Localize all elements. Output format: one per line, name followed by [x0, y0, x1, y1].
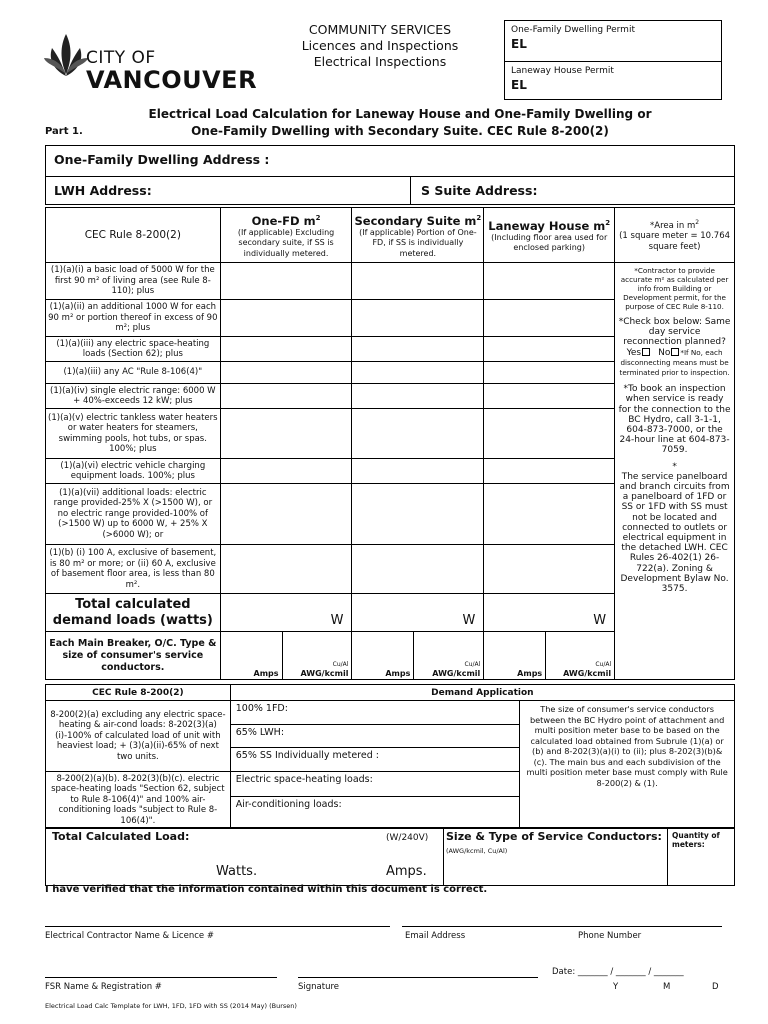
ss-input-cell[interactable]	[352, 409, 484, 459]
fsr-name-line[interactable]	[45, 977, 277, 978]
load-calculation-table	[45, 207, 735, 680]
verification-statement: I have verified that the information contained within this document is correct.	[45, 884, 488, 895]
area-note	[615, 208, 735, 263]
contractor-name-label: Electrical Contractor Name & Licence #	[45, 931, 214, 941]
rule-row: (1)(a)(v) electric tankless water heaters or water heaters for steamers, swimming pools, hot tubs, or spas. 100%; plus	[46, 409, 221, 459]
dept-line: COMMUNITY SERVICES	[308, 22, 452, 37]
demand-ss-field[interactable]: 65% SS Individually metered :	[230, 748, 520, 772]
lwh-input-cell[interactable]	[484, 300, 615, 337]
fsr-name-label: FSR Name & Registration #	[45, 982, 162, 992]
air-conditioning-field[interactable]: Air-conditioning loads:	[230, 796, 520, 828]
lwh-input-cell[interactable]	[484, 409, 615, 459]
form-title	[100, 106, 700, 140]
permit-lwh[interactable]	[505, 61, 721, 101]
department-heading	[290, 22, 470, 70]
booking-note: *To book an inspection when service is ready for the connection to the BC Hydro, call 3-1-1, 604-873-7000, or the 24-hour line at 604-873-7059.	[618, 384, 731, 456]
title-line-1: Electrical Load Calculation for Laneway House and One-Family Dwelling or	[148, 107, 652, 121]
awg-label: AWG/kcmil	[563, 669, 612, 678]
awg-label: AWG/kcmil	[432, 669, 481, 678]
ss-input-cell[interactable]	[352, 337, 484, 362]
permit-code: EL	[511, 37, 527, 51]
ss-input-cell[interactable]	[352, 300, 484, 337]
email-label: Email Address	[405, 931, 466, 941]
col-header-ss	[352, 208, 484, 263]
ss-address-field[interactable]: S Suite Address:	[421, 183, 538, 198]
rule-row: (1)(a)(ii) an additional 1000 W for each 90 m² or portion thereof in excess of 90 m²; plus	[46, 300, 221, 337]
ofd-awg[interactable]	[282, 632, 352, 680]
lwh-total-watts[interactable]: W	[484, 594, 615, 632]
rule-header-2: CEC Rule 8-200(2)	[46, 685, 231, 701]
total-load-box[interactable]	[46, 828, 444, 885]
leaf-logo-icon	[44, 30, 88, 80]
star-mark: *	[672, 461, 677, 472]
service-conductor-box[interactable]	[444, 828, 668, 885]
rule-header: CEC Rule 8-200(2)	[46, 208, 221, 263]
permit-code: EL	[511, 78, 527, 92]
col-note-ofd: (If applicable) Excluding secondary suite, if SS is individually metered.	[237, 227, 335, 258]
lwh-address-field[interactable]: LWH Address:	[46, 177, 411, 205]
signature-label: Signature	[298, 982, 340, 992]
panelboard-note: The service panelboard and branch circuits from a panelboard of 1FD or SS or 1FD with SS must not be located and connected to outlets or electrical equipment in the detached LWH. CEC Rules 26-402(1) 26-722(a). Zoning & Development Bylaw No. 3575.	[619, 471, 730, 595]
signature-line[interactable]	[298, 977, 538, 978]
date-day-label: D	[712, 982, 719, 992]
lwh-awg[interactable]	[546, 632, 615, 680]
meter-quantity-label: Quantity of meters:	[672, 831, 720, 849]
cual-label: Cu/Al	[595, 661, 612, 668]
conductor-size-note: The size of consumer's service conductors between the BC Hydro point of attachment and multi position meter base to be based on the calculated load obtained from Subrule (1)(a) or (b) and 8-202(3)(a)(i) to (ii); plus 8-202(3)(b)&(c). The main bus and each subdivision of the multi position meter base must comply with Rule 8-200(2) & (1).	[520, 701, 735, 829]
permit-label: Laneway House Permit	[511, 66, 614, 76]
rule-row: (1)(a)(vi) electric vehicle charging equipment loads. 100%; plus	[46, 459, 221, 484]
demand-application-table	[45, 684, 735, 829]
col-note-ss: (If applicable) Portion of One-FD, if SS is individually metered.	[359, 227, 477, 258]
watts-label: Watts.	[216, 864, 258, 879]
area-conversion: (1 square meter = 10.764 square feet)	[619, 231, 731, 252]
col-title-ss: Secondary Suite m	[354, 213, 477, 228]
col-note-lwh: (Including floor area used for enclosed parking)	[491, 232, 608, 253]
meter-quantity-box[interactable]	[668, 828, 734, 885]
ss-input-cell[interactable]	[352, 362, 484, 384]
ofd-input-cell[interactable]	[220, 545, 352, 594]
col-header-lwh	[484, 208, 615, 263]
part-label: Part 1.	[45, 126, 83, 137]
ss-total-watts[interactable]: W	[352, 594, 484, 632]
sup: 2	[476, 213, 482, 222]
side-notes	[615, 263, 735, 680]
lwh-input-cell[interactable]	[484, 484, 615, 545]
yes-checkbox[interactable]	[642, 348, 650, 356]
rule-row: (1)(a)(iv) single electric range: 6000 W + 40%-exceeds 12 kW; plus	[46, 384, 221, 409]
lwh-amps[interactable]: Amps	[484, 632, 546, 680]
total-load-label: Total Calculated Load:	[52, 830, 190, 843]
lwh-input-cell[interactable]	[484, 545, 615, 594]
permit-box	[504, 20, 722, 100]
ss-input-cell[interactable]	[352, 263, 484, 300]
ofd-input-cell[interactable]	[220, 459, 352, 484]
ofd-amps[interactable]: Amps	[220, 632, 282, 680]
col-title-ofd: One-FD m	[251, 213, 316, 228]
volts-label: (W/240V)	[386, 833, 429, 843]
rule-row: (1)(a)(i) a basic load of 5000 W for the first 90 m² of living area (see Rule 8-110); plus	[46, 263, 221, 300]
ofd-input-cell[interactable]	[220, 337, 352, 362]
ss-amps[interactable]: Amps	[352, 632, 414, 680]
ofd-total-watts[interactable]: W	[220, 594, 352, 632]
sup: 2	[605, 219, 611, 228]
if-no-note: *If No, each disconnecting means must be terminated prior to inspection.	[619, 347, 730, 378]
footer-template-note: Electrical Load Calc Template for LWH, 1FD, 1FD with SS (2014 May) (Bursen)	[45, 1002, 297, 1010]
date-field[interactable]: Date: _______ / _______ / _______	[552, 967, 684, 977]
area-note-label: *Area in m	[650, 221, 696, 232]
ss-input-cell[interactable]	[352, 484, 484, 545]
space-heating-field[interactable]: Electric space-heating loads:	[230, 771, 520, 796]
permit-label: One-Family Dwelling Permit	[511, 25, 635, 35]
sup: 2	[315, 213, 321, 222]
demand-application-header: Demand Application	[230, 685, 734, 701]
lwh-input-cell[interactable]	[484, 384, 615, 409]
demand-1fd-field[interactable]: 100% 1FD:	[230, 701, 520, 725]
rule-row: (1)(a)(iii) any AC "Rule 8-106(4)"	[46, 362, 221, 384]
date-year-label: Y	[613, 982, 619, 992]
main-breaker-label: Each Main Breaker, O/C. Type & size of consumer's service conductors.	[46, 632, 221, 680]
ofd-input-cell[interactable]	[220, 362, 352, 384]
ss-input-cell[interactable]	[352, 384, 484, 409]
ofd-address-field[interactable]: One-Family Dwelling Address :	[46, 146, 734, 177]
lwh-input-cell[interactable]	[484, 459, 615, 484]
check-note-text: *Check box below: Same day service reconnection planned?	[618, 317, 731, 348]
contractor-note: *Contractor to provide accurate m² as calculated per info from Building or Development permit, for the purpose of CEC Rule 8-110.	[620, 266, 729, 311]
dept-line: Licences and Inspections	[301, 38, 459, 53]
demand-rule-left-1: 8-200(2)(a) excluding any electric space-heating & air-cond loads: 8-202(3)(a)(i)-100% of calculated load of unit with heaviest load; + (3)(a)(ii)-65% of next two units.	[46, 701, 231, 772]
demand-rule-left-2: 8-200(2)(a)(b). 8-202(3)(b)(c). electric space-heating loads "Section 62, subject to Rule 8-106(4)" and 100% air-conditioning loads "subject to Rule 8-106(4)".	[46, 771, 231, 829]
yes-label: Yes	[626, 347, 642, 358]
rule-row: (1)(a)(vii) additional loads: electric range provided-25% X (>1500 W), or no electric range provided-100% of (>1500 W) up to 6000 W, + 25% X (>6000 W); or	[46, 484, 221, 545]
no-label: No	[658, 347, 671, 358]
dept-line: Electrical Inspections	[313, 54, 447, 69]
title-line-2: One-Family Dwelling with Secondary Suite. CEC Rule 8-200(2)	[191, 124, 609, 138]
email-phone-line[interactable]	[402, 926, 722, 927]
city-logo	[44, 22, 258, 94]
ofd-input-cell[interactable]	[220, 263, 352, 300]
check-note	[618, 317, 731, 378]
col-title-lwh: Laneway House m	[488, 218, 606, 233]
conductor-size-note-small: (AWG/kcmil, Cu/Al)	[446, 847, 508, 855]
contractor-name-line[interactable]	[45, 926, 390, 927]
ss-input-cell[interactable]	[352, 545, 484, 594]
ss-input-cell[interactable]	[352, 459, 484, 484]
col-header-ofd	[220, 208, 352, 263]
lwh-input-cell[interactable]	[484, 263, 615, 300]
permit-ofd[interactable]	[505, 21, 721, 61]
logo-vancouver-text: VANCOUVER	[86, 66, 258, 94]
lwh-input-cell[interactable]	[484, 337, 615, 362]
phone-label: Phone Number	[578, 931, 642, 941]
logo-city-text: CITY OF	[86, 48, 156, 68]
conductor-size-label: Size & Type of Service Conductors:	[446, 830, 662, 843]
ofd-input-cell[interactable]	[220, 409, 352, 459]
total-demand-label: Total calculated demand loads (watts)	[46, 594, 221, 632]
ss-awg[interactable]	[414, 632, 484, 680]
cual-label: Cu/Al	[464, 661, 481, 668]
total-load-section	[45, 827, 735, 886]
lwh-input-cell[interactable]	[484, 362, 615, 384]
ofd-input-cell[interactable]	[220, 384, 352, 409]
awg-label: AWG/kcmil	[300, 669, 349, 678]
sup: 2	[695, 219, 700, 227]
rule-row: (1)(a)(iii) any electric space-heating loads (Section 62); plus	[46, 337, 221, 362]
date-month-label: M	[663, 982, 671, 992]
ofd-input-cell[interactable]	[220, 484, 352, 545]
address-section	[45, 145, 735, 205]
amps-label: Amps.	[386, 864, 427, 879]
ofd-input-cell[interactable]	[220, 300, 352, 337]
no-checkbox[interactable]	[671, 348, 679, 356]
demand-lwh-field[interactable]: 65% LWH:	[230, 724, 520, 748]
rule-row: (1)(b) (i) 100 A, exclusive of basement, is 80 m² or more; or (ii) 60 A, exclusive of basement floor area, is less than 80 m².	[46, 545, 221, 594]
cual-label: Cu/Al	[332, 661, 349, 668]
